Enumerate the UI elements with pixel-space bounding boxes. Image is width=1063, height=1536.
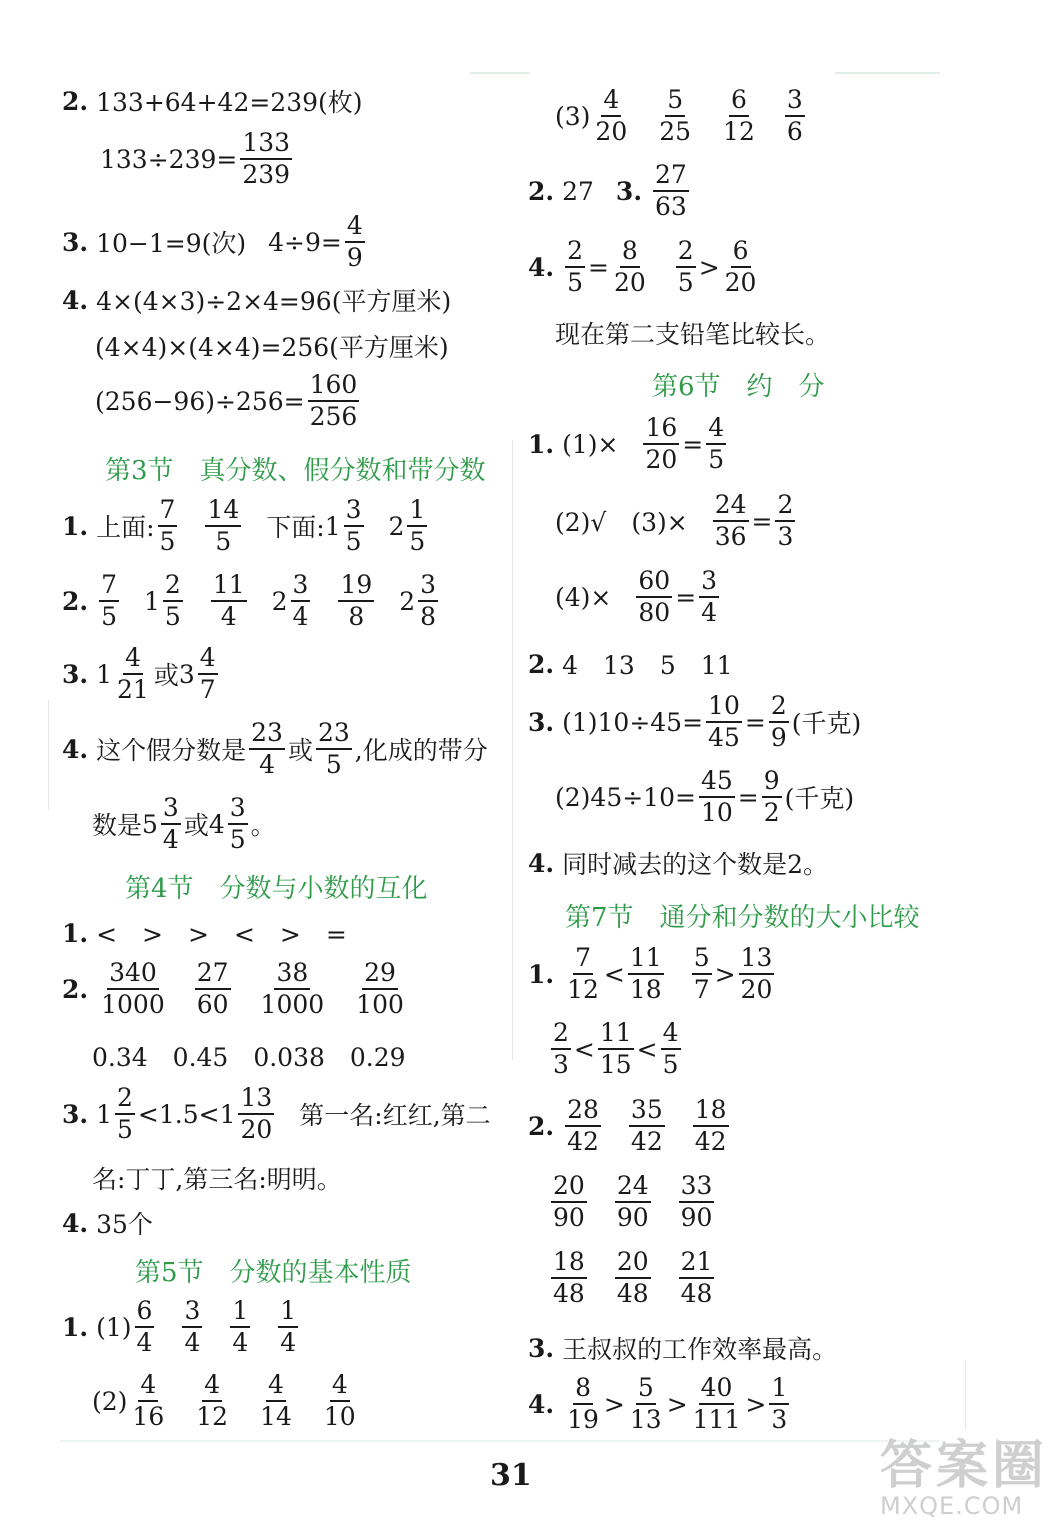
s6-q1-part4: (4)× $\frac{60}{80}$ = $\frac{3}{4}$ bbox=[555, 566, 718, 628]
left-margin-rule bbox=[48, 700, 49, 810]
fraction: $\frac{4}{20}$ bbox=[595, 85, 628, 147]
fraction: $\frac{2}{5}$ bbox=[164, 570, 181, 632]
s4-q4: 4. 35个 bbox=[62, 1208, 153, 1239]
equation: (4×4)×(4×4)=256(平方厘米) bbox=[95, 333, 449, 362]
top-rule-left bbox=[470, 72, 530, 74]
s7-q4: 4. $\frac{8}{19}$ > $\frac{5}{13}$ > $\frac{40}{111}$ > $\frac{1}{3}$ bbox=[528, 1373, 788, 1435]
s4-q3-line2: 名:丁丁,第三名:明明。 bbox=[92, 1165, 342, 1194]
fraction: $\frac{2}{5}$ bbox=[677, 236, 694, 298]
fraction: $\frac{24}{36}$ bbox=[714, 490, 747, 552]
question-number: 4. bbox=[62, 285, 89, 315]
r-q4: 4. $\frac{2}{5}$ = $\frac{8}{20}$ $\frac{2}{5}$ > $\frac{6}{20}$ bbox=[528, 236, 757, 298]
fraction: $\frac{7}{12}$ bbox=[567, 943, 599, 1005]
s3-q4-line2: 数是 5 $\frac{3}{4}$ 或 4 $\frac{3}{5}$ 。 bbox=[92, 793, 276, 855]
watermark-logo bbox=[880, 1435, 1055, 1530]
fraction: $\frac{2}{3}$ bbox=[777, 490, 794, 552]
fraction: $\frac{4}{16}$ bbox=[132, 1370, 165, 1432]
fraction: $\frac{18}{42}$ bbox=[694, 1095, 727, 1157]
fraction: $\frac{23}{5}$ bbox=[317, 718, 350, 780]
fraction: $\frac{7}{5}$ bbox=[159, 495, 176, 557]
s3-q1: 1. 上面: $\frac{7}{5}$ $\frac{14}{5}$ 下面: 1 $\frac{3}{5}$ 2 $\frac{1}{5}$ bbox=[62, 495, 426, 557]
fraction: $\frac{2}{3}$ bbox=[553, 1018, 569, 1080]
fraction: $\frac{24}{90}$ bbox=[616, 1171, 649, 1233]
fraction: $\frac{18}{48}$ bbox=[553, 1247, 585, 1309]
r-q4-conclusion: 现在第二支铅笔比较长。 bbox=[555, 320, 831, 349]
fraction: $\frac{340}{1000}$ bbox=[101, 958, 165, 1020]
fraction: $\frac{60}{80}$ bbox=[638, 566, 671, 628]
top-rule-right bbox=[835, 72, 940, 74]
left-q4-line3 bbox=[95, 372, 362, 431]
fraction: $\frac{1}{5}$ bbox=[409, 495, 426, 557]
fraction: $\frac{3}{5}$ bbox=[345, 495, 362, 557]
fraction: $\frac{3}{5}$ bbox=[229, 793, 246, 855]
fraction: $\frac{21}{48}$ bbox=[680, 1247, 713, 1309]
fraction: $\frac{2}{5}$ bbox=[567, 236, 584, 298]
s4-q2: 2. $\frac{340}{1000}$ $\frac{27}{60}$ $\frac{38}{1000}$ $\frac{29}{100}$ bbox=[62, 958, 404, 1020]
left-q4-line2 bbox=[95, 328, 449, 364]
equation: 133+64+42=239(枚) bbox=[96, 88, 363, 117]
fraction: $\frac{5}{25}$ bbox=[659, 85, 692, 147]
fraction: $\frac{4}{9}$ bbox=[346, 211, 363, 273]
equation: (256−96)÷256= bbox=[95, 386, 305, 416]
fraction: $\frac{20}{48}$ bbox=[616, 1247, 649, 1309]
fraction: $\frac{23}{4}$ bbox=[251, 718, 283, 780]
watermark-text: 答案圈 bbox=[880, 1435, 1049, 1496]
s6-q2: 2. 4 13 5 11 bbox=[528, 649, 733, 680]
left-q4 bbox=[62, 282, 451, 318]
fraction: $\frac{1}{3}$ bbox=[771, 1373, 788, 1435]
equation: 4÷9= bbox=[268, 227, 342, 257]
right-margin-rule bbox=[965, 1360, 966, 1430]
fraction: $\frac{133}{239}$ bbox=[242, 128, 291, 190]
question-number: 3. bbox=[62, 227, 89, 257]
equation: 4×(4×3)÷2×4=96(平方厘米) bbox=[96, 287, 452, 316]
fraction: $\frac{11}{18}$ bbox=[629, 943, 662, 1005]
fraction: $\frac{13}{20}$ bbox=[740, 943, 773, 1005]
fraction: $\frac{11}{15}$ bbox=[599, 1018, 632, 1080]
s6-q1-part2: (2)√ (3)× $\frac{24}{36}$ = $\frac{2}{3}$ bbox=[555, 490, 794, 552]
fraction: $\frac{1}{4}$ bbox=[280, 1296, 297, 1358]
s6-q1: 1. (1)× $\frac{16}{20}$ = $\frac{4}{5}$ bbox=[528, 413, 725, 475]
left-q2 bbox=[62, 83, 363, 119]
fraction: $\frac{4}{12}$ bbox=[196, 1370, 229, 1432]
r-q2-q3: 2. 27 3. $\frac{27}{63}$ bbox=[528, 160, 687, 222]
section-5-title: 第5节 分数的基本性质 bbox=[135, 1258, 412, 1288]
left-q2-fraction bbox=[100, 130, 295, 189]
fraction: $\frac{3}{4}$ bbox=[162, 793, 179, 855]
fraction: $\frac{4}{21}$ bbox=[117, 643, 149, 705]
section-6-title: 第6节 约 分 bbox=[652, 372, 825, 402]
section-7-title: 第7节 通分和分数的大小比较 bbox=[565, 903, 920, 933]
s7-q2-row2 bbox=[548, 1173, 717, 1232]
fraction: $\frac{6}{4}$ bbox=[136, 1296, 153, 1358]
fraction: $\frac{28}{42}$ bbox=[567, 1095, 599, 1157]
s5-q1-part2: (2) $\frac{4}{16}$ $\frac{4}{12}$ $\frac{4}{14}$ $\frac{4}{10}$ bbox=[92, 1370, 356, 1432]
s6-q4: 4. 同时减去的这个数是2。 bbox=[528, 848, 829, 879]
fraction: $\frac{3}{6}$ bbox=[786, 85, 803, 147]
fraction: $\frac{27}{63}$ bbox=[655, 160, 687, 222]
question-number: 2. bbox=[62, 86, 89, 116]
fraction: $\frac{2}{9}$ bbox=[770, 691, 787, 753]
section-4-title: 第4节 分数与小数的互化 bbox=[125, 874, 428, 904]
fraction: $\frac{4}{10}$ bbox=[323, 1370, 356, 1432]
column-divider bbox=[512, 440, 513, 1060]
fraction: $\frac{16}{20}$ bbox=[645, 413, 678, 475]
fraction: $\frac{6}{12}$ bbox=[723, 85, 755, 147]
s7-q1-line2: $\frac{2}{3}$ < $\frac{11}{15}$ < $\frac{4}{5}$ bbox=[553, 1018, 679, 1080]
fraction: $\frac{13}{20}$ bbox=[240, 1083, 273, 1145]
s6-q3-part2: (2)45÷10= $\frac{45}{10}$ = $\frac{9}{2}$ (千克) bbox=[555, 766, 855, 828]
bottom-rule bbox=[60, 1440, 940, 1442]
fraction: $\frac{11}{4}$ bbox=[212, 570, 245, 632]
watermark-url: MXQE.COM bbox=[880, 1492, 1024, 1520]
fraction: $\frac{45}{10}$ bbox=[700, 766, 733, 828]
fraction: $\frac{7}{5}$ bbox=[101, 570, 118, 632]
fraction: $\frac{3}{8}$ bbox=[420, 570, 437, 632]
fraction: $\frac{35}{42}$ bbox=[630, 1095, 663, 1157]
fraction: $\frac{5}{13}$ bbox=[629, 1373, 662, 1435]
page-number: 31 bbox=[490, 1458, 532, 1493]
fraction: $\frac{1}{4}$ bbox=[232, 1296, 249, 1358]
s7-q1: 1. $\frac{7}{12}$ < $\frac{11}{18}$ $\frac{5}{7}$ > $\frac{13}{20}$ bbox=[528, 943, 773, 1005]
fraction: $\frac{3}{4}$ bbox=[292, 570, 309, 632]
fraction: $\frac{19}{8}$ bbox=[340, 570, 373, 632]
fraction: $\frac{38}{1000}$ bbox=[260, 958, 325, 1020]
s5-q1: 1. (1) $\frac{6}{4}$ $\frac{3}{4}$ $\frac{1}{4}$ $\frac{1}{4}$ bbox=[62, 1296, 297, 1358]
s7-q2: 2. $\frac{28}{42}$ $\frac{35}{42}$ $\frac{18}{42}$ bbox=[528, 1095, 727, 1157]
fraction: $\frac{27}{60}$ bbox=[196, 958, 229, 1020]
fraction: $\frac{14}{5}$ bbox=[207, 495, 240, 557]
s3-q3: 3. 1 $\frac{4}{21}$ 或 3 $\frac{4}{7}$ bbox=[62, 643, 216, 705]
s3-q2: 2. $\frac{7}{5}$ 1 $\frac{2}{5}$ $\frac{11}{4}$ 2 $\frac{3}{4}$ $\frac{19}{8}$ 2 $\frac{3}{8}$ bbox=[62, 570, 437, 632]
r-q1-part3: (3) $\frac{4}{20}$ $\frac{5}{25}$ $\frac{6}{12}$ $\frac{3}{6}$ bbox=[555, 85, 803, 147]
fraction: $\frac{40}{111}$ bbox=[692, 1373, 741, 1435]
fraction: $\frac{29}{100}$ bbox=[356, 958, 404, 1020]
s4-q1: 1. < > > < > = bbox=[62, 918, 347, 949]
fraction: $\frac{3}{4}$ bbox=[184, 1296, 201, 1358]
s3-q4: 4. 这个假分数是 $\frac{23}{4}$ 或 $\frac{23}{5}$ ,化成的带分 bbox=[62, 718, 488, 780]
fraction: $\frac{9}{2}$ bbox=[763, 766, 780, 828]
s7-q2-row3 bbox=[548, 1249, 717, 1308]
fraction: $\frac{8}{20}$ bbox=[613, 236, 646, 298]
fraction: $\frac{160}{256}$ bbox=[309, 370, 358, 432]
equation: 10−1=9(次) bbox=[96, 229, 247, 259]
equation: 133÷239= bbox=[100, 144, 238, 174]
fraction: $\frac{4}{5}$ bbox=[662, 1018, 679, 1080]
fraction: $\frac{5}{7}$ bbox=[693, 943, 710, 1005]
section-3-title: 第3节 真分数、假分数和带分数 bbox=[105, 456, 486, 486]
fraction: $\frac{4}{14}$ bbox=[260, 1370, 292, 1432]
s4-q3: 3. 1 $\frac{2}{5}$ <1.5<1 $\frac{13}{20}$ 第一名:红红,第二 bbox=[62, 1083, 491, 1145]
fraction: $\frac{6}{20}$ bbox=[724, 236, 757, 298]
fraction: $\frac{4}{7}$ bbox=[199, 643, 216, 705]
fraction: $\frac{8}{19}$ bbox=[567, 1373, 599, 1435]
s7-q3: 3. 王叔叔的工作效率最高。 bbox=[528, 1333, 838, 1364]
s6-q3: 3. (1)10÷45= $\frac{10}{45}$ = $\frac{2}{9}$ (千克) bbox=[528, 691, 862, 753]
fraction: $\frac{3}{4}$ bbox=[701, 566, 718, 628]
left-q3 bbox=[62, 213, 368, 272]
s4-q2-decimals: 0.34 0.45 0.038 0.29 bbox=[92, 1043, 406, 1072]
fraction: $\frac{33}{90}$ bbox=[680, 1171, 713, 1233]
fraction: $\frac{10}{45}$ bbox=[708, 691, 740, 753]
fraction: $\frac{4}{5}$ bbox=[708, 413, 725, 475]
fraction: $\frac{2}{5}$ bbox=[117, 1083, 133, 1145]
fraction: $\frac{20}{90}$ bbox=[553, 1171, 585, 1233]
